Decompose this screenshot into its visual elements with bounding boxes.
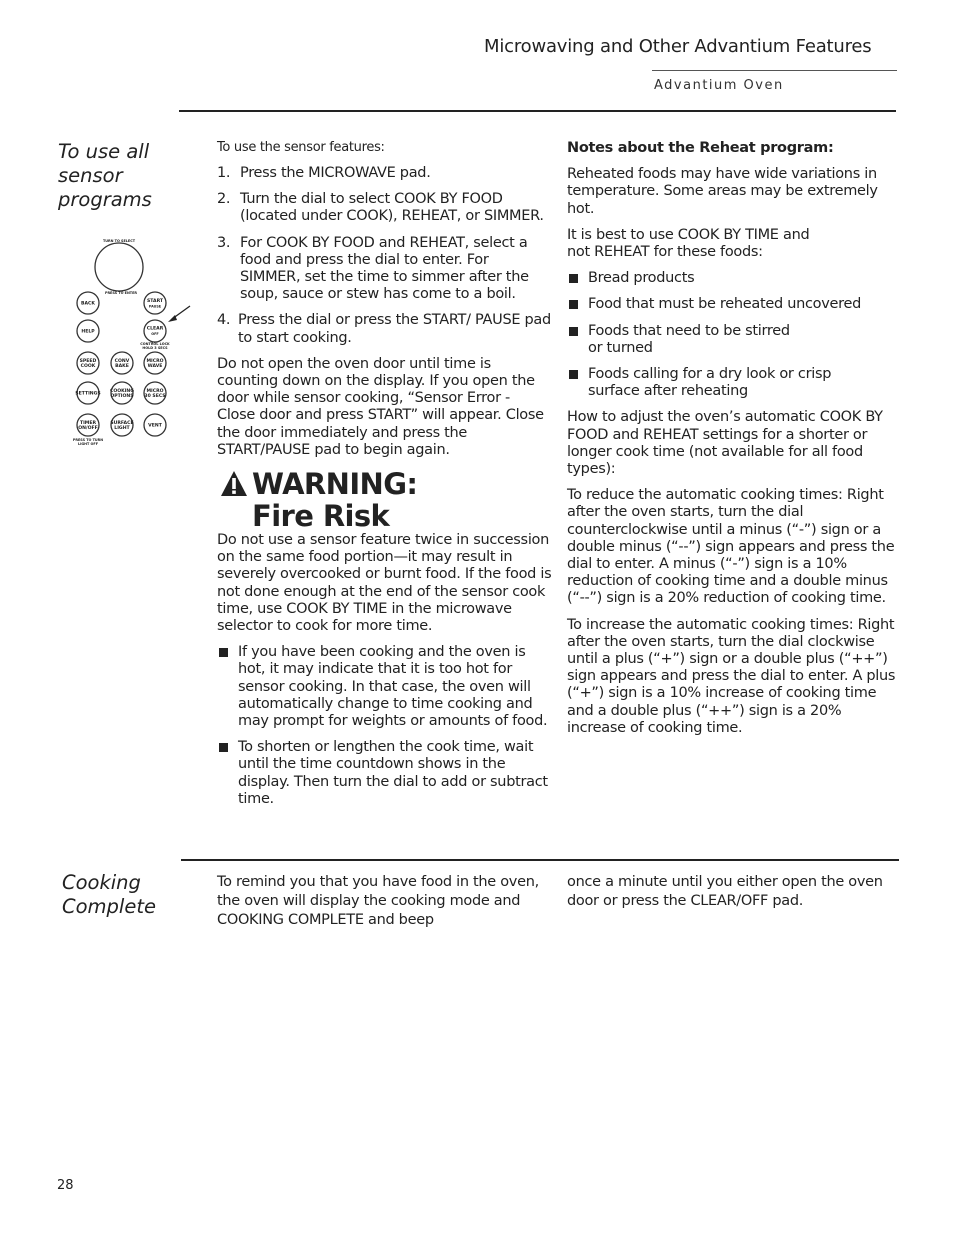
list-item	[217, 191, 552, 225]
bullet-text: To shorten or lengthen the cook time, wait until the time countdown shows in the display. Then turn the dial to add or subtract time.	[238, 739, 548, 807]
control-lock-label: CONTROL LOCK	[140, 342, 170, 346]
hold-label: HOLD 3 SECS	[142, 346, 168, 350]
bullet-text: If you have been cooking and the oven is hot, it may indicate that it is too hot for sensor cooking. In that case, the oven will automatically change to time cooking and may prompt for weights or amounts of food.	[238, 644, 548, 730]
bullet-square-icon	[569, 300, 578, 309]
reheat-note-paragraph: To reduce the automatic cooking times: Right after the oven starts, turn the dial counterclockwise until a minus (“-”) sign or a double minus (“--”) sign appears and press the dial to enter. A minus (“-”) sign is a 10% reduction of cooking time and a double minus (“--”) sign is a 20% reduction of cooking time.	[567, 487, 895, 607]
speed-cook-label: COOK	[80, 364, 96, 369]
conv-bake-label: BAKE	[115, 364, 129, 369]
step-number: 1.	[217, 165, 231, 181]
bullet-square-icon	[219, 648, 228, 657]
cooking-complete-title-line: Complete	[62, 895, 156, 918]
page-header-subtitle: Advantium Oven	[654, 78, 784, 93]
warning-title: Fire Risk	[252, 499, 390, 533]
bullet-square-icon	[569, 370, 578, 379]
warning-label: WARNING:	[252, 467, 418, 501]
step-text: Press the dial or press the START/ PAUSE pad to start cooking.	[238, 312, 551, 346]
surface-light-label: LIGHT	[114, 426, 130, 431]
section-divider-middle	[181, 859, 899, 861]
reheat-note-paragraph: Reheated foods may have wide variations in temperature. Some areas may be extremely hot.	[567, 166, 878, 217]
timer-label: TIMER	[79, 421, 97, 426]
bullet-text: Bread products	[588, 270, 695, 287]
sensor-section-title-line: To use all	[58, 140, 150, 163]
step-text: Turn the dial to select COOK BY FOOD (located under COOK), REHEAT, or SIMMER.	[240, 191, 544, 225]
sensor-instructions	[217, 140, 552, 459]
list-item	[567, 323, 808, 357]
dial-top-label: TURN TO SELECT	[102, 239, 136, 243]
cooking-options-label: OPTIONS	[110, 394, 134, 399]
pause-button-label: PAUSE	[148, 304, 162, 309]
section-divider-top	[179, 110, 896, 112]
list-item	[217, 312, 552, 346]
sensor-bullets	[217, 644, 552, 808]
sensor-intro: To use the sensor features:	[217, 140, 385, 155]
control-panel-illustration	[62, 232, 198, 452]
bullet-square-icon	[219, 743, 228, 752]
warning-text-block	[217, 532, 552, 817]
surface-light-label: SURFACE	[110, 421, 134, 426]
bullet-text: Food that must be reheated uncovered	[588, 296, 862, 313]
cooking-complete-text-left: To remind you that you have food in the oven, the oven will display the cooking mode and COOKING COMPLETE and beep	[217, 874, 539, 928]
warning-text: Do not use a sensor feature twice in succession on the same food portion—it may result in severely overcooked or burnt food. If the food is not done enough at the end of the sensor cook time, use COOK BY TIME in the microwave selector to cook for more time.	[217, 532, 552, 635]
micro-30-label: MICRO	[146, 389, 164, 394]
sensor-section-title-line: programs	[58, 188, 152, 211]
micro-30-label: 30 SECS	[144, 394, 166, 399]
cooking-complete-text-right: once a minute until you either open the oven door or press the CLEAR/OFF pad.	[567, 874, 883, 909]
sensor-section-title	[58, 140, 152, 212]
speed-cook-label: SPEED	[79, 359, 97, 364]
list-item	[217, 739, 552, 808]
step-number: 3.	[217, 234, 231, 251]
clear-button-label: CLEAR	[146, 326, 164, 332]
control-panel-svg	[62, 232, 198, 452]
timer-label: ON/OFF	[78, 426, 98, 431]
microwave-label: WAVE	[147, 364, 163, 369]
cooking-options-label: COOKING	[109, 389, 135, 394]
selector-dial	[95, 243, 143, 291]
sensor-section-title-line: sensor	[58, 164, 123, 187]
step-text: Press the MICROWAVE pad.	[240, 165, 431, 181]
bullet-square-icon	[569, 327, 578, 336]
list-item	[567, 366, 868, 400]
sensor-steps-list	[217, 165, 552, 347]
reheat-note-paragraph: To increase the automatic cooking times: Right after the oven starts, turn the dial clockwise until a plus (“+”) sign or a double plus (“++”) sign appears and press the dial to enter. A plus (“+”) sign is a 10% increase of cooking time and a double plus (“++”) sign is a 20% increase of cooking time.	[567, 616, 896, 736]
step-number: 4.	[217, 312, 231, 329]
start-button-label: START	[146, 299, 164, 304]
page-header-title: Microwaving and Other Advantium Features	[484, 36, 872, 57]
bullet-text: Foods calling for a dry look or crisp surface after reheating	[588, 366, 832, 400]
list-item	[567, 270, 897, 287]
dial-bottom-label: PRESS TO ENTER	[104, 291, 138, 295]
cooking-complete-title-line: Cooking	[62, 871, 141, 894]
vent-label: VENT	[148, 423, 162, 429]
bullet-text: Foods that need to be stirred or turned	[588, 322, 790, 356]
microwave-label: MICRO	[146, 359, 164, 364]
reheat-note-paragraph: It is best to use COOK BY TIME and not REHEAT for these foods:	[567, 226, 810, 261]
step-text: For COOK BY FOOD and REHEAT, select a food and press the dial to enter. For SIMMER, set the time to simmer after the soup, sauce or stew has come to a boil.	[240, 234, 529, 303]
reheat-notes-heading: Notes about the Reheat program:	[567, 140, 834, 156]
settings-label: SETTINGS	[75, 391, 101, 397]
off-button-label: OFF	[151, 332, 159, 336]
step-number: 2.	[217, 191, 231, 208]
page-number: 28	[57, 1178, 74, 1193]
help-button-label: HELP	[81, 329, 95, 335]
cooking-complete-title	[62, 871, 156, 919]
warning-block	[217, 468, 572, 532]
reheat-note-paragraph: How to adjust the oven’s automatic COOK BY FOOD and REHEAT settings for a shorter or longer cook time (not available for all food types):	[567, 409, 883, 478]
press-to-turn-label: PRESS TO TURN	[72, 438, 104, 442]
header-divider	[652, 70, 897, 71]
bullet-square-icon	[569, 274, 578, 283]
conv-bake-label: CONV	[114, 359, 130, 364]
warning-triangle-icon	[220, 470, 248, 497]
back-button-label: BACK	[81, 301, 95, 307]
list-item	[217, 165, 552, 182]
press-to-turn-label: LIGHT OFF	[77, 442, 99, 446]
list-item	[217, 644, 552, 730]
list-item	[567, 296, 897, 313]
reheat-foods-list	[567, 270, 897, 400]
list-item	[217, 235, 552, 304]
door-note: Do not open the oven door until time is counting down on the display. If you open the door while sensor cooking, “Sensor Error - Close door and press START” will appear. Close the door immediately and press the START/PAUSE pad to begin again.	[217, 355, 544, 458]
warning-heading	[217, 468, 572, 532]
reheat-notes	[567, 140, 897, 737]
